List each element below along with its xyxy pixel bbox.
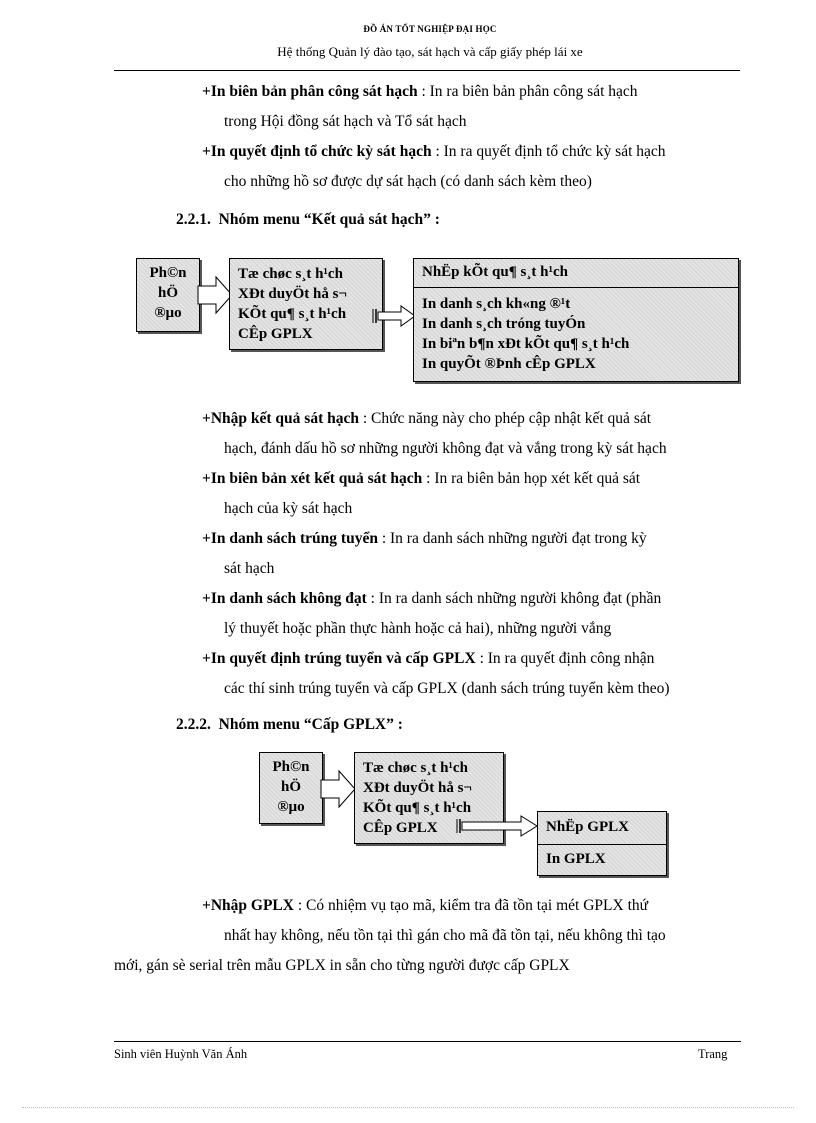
s2-item-1-line2: nhất hay không, nếu tồn tại thì gán cho mã đã tồn tại, nếu không thì tạo — [224, 927, 666, 944]
menu-diagram1-left-box: Ph©n hÖ ®µo — [136, 258, 200, 332]
menu-diagram1-middle-box — [229, 258, 383, 350]
menu-item-to-chuc: Tæ chøc s¸t h¹ch — [238, 266, 343, 282]
header-rule — [114, 70, 740, 71]
section-2-2-2-heading — [176, 716, 403, 734]
menu-item-xet-duyet: XÐt duyÖt hå s¬ — [363, 780, 472, 796]
menu-item-cap-gplx: CÊp GPLX — [238, 326, 313, 342]
s1-item-3-line2: sát hạch — [224, 560, 275, 577]
menu-diagram2-right-box — [537, 811, 667, 876]
header-title: ĐỒ ÁN TỐT NGHIỆP ĐẠI HỌC — [363, 24, 497, 34]
s1-item-4-line1: +In danh sách không đạt : In ra danh sách những người không đạt (phần — [202, 590, 662, 607]
s1-item-5-line1: +In quyết định trúng tuyển và cấp GPLX : In ra quyết định công nhận — [202, 650, 655, 667]
menu-diagram2-left-box: Ph©n hÖ ®µo — [259, 752, 323, 824]
menu-item-to-chuc: Tæ chøc s¸t h¹ch — [363, 760, 468, 776]
footer-rule — [114, 1041, 741, 1042]
submenu-item: NhËp GPLX — [538, 812, 666, 845]
s2-item-1-line1: +Nhập GPLX : Có nhiệm vụ tạo mã, kiểm tra đã tồn tại mét GPLX thứ — [202, 897, 649, 914]
intro-item-1-line2: trong Hội đồng sát hạch và Tổ sát hạch — [224, 113, 467, 130]
intro-item-2-line1: +In quyết định tổ chức kỳ sát hạch : In ra quyết định tổ chức kỳ sát hạch — [202, 143, 666, 160]
section-title: Nhóm menu “Cấp GPLX” : — [218, 716, 403, 733]
header-subtitle: Hệ thống Quản lý đào tạo, sát hạch và cấp giấy phép lái xe — [277, 44, 583, 59]
s1-item-1-line1: +Nhập kết quả sát hạch : Chức năng này cho phép cập nhật kết quả sát — [202, 410, 652, 427]
arrow-right-icon — [321, 770, 357, 808]
intro-item-2-line2: cho những hồ sơ được dự sát hạch (có danh sách kèm theo) — [224, 173, 592, 190]
menu-item-xet-duyet: XÐt duyÖt hå s¬ — [238, 286, 347, 302]
submenu-item: In danh s¸ch kh«ng ®¹t — [422, 296, 571, 312]
section-title: Nhóm menu “Kết quả sát hạch” : — [218, 211, 440, 228]
arrow-right-icon — [455, 815, 541, 837]
footer-student: Sinh viên Huỳnh Văn Ánh — [114, 1047, 248, 1061]
menu-diagram1-right-box — [413, 258, 739, 382]
submenu-item: In biªn b¶n xÐt kÕt qu¶ s¸t h¹ch — [422, 336, 630, 352]
s1-item-4-line2: lý thuyết hoặc phần thực hành hoặc cả hai), những người vắng — [224, 620, 612, 637]
footer-page-label: Trang — [698, 1047, 728, 1061]
submenu-item: In quyÕt ®Þnh cÊp GPLX — [422, 356, 596, 372]
s1-item-2-line2: hạch của kỳ sát hạch — [224, 500, 353, 517]
s1-item-5-line2: các thí sinh trúng tuyển và cấp GPLX (danh sách trúng tuyển kèm theo) — [224, 680, 670, 697]
s1-item-2-line1: +In biên bản xét kết quả sát hạch : In ra biên bản họp xét kết quả sát — [202, 470, 641, 487]
section-number: 2.2.2. — [176, 716, 211, 733]
page-edge-divider — [22, 1107, 794, 1108]
submenu-item: In danh s¸ch tróng tuyÓn — [422, 316, 586, 332]
menu-item-cap-gplx: CÊp GPLX — [363, 820, 438, 836]
arrow-right-icon — [371, 305, 417, 327]
s2-item-1-line3: mới, gán sè serial trên mẫu GPLX in sẵn cho từng người được cấp GPLX — [114, 957, 570, 974]
submenu-title: NhËp kÕt qu¶ s¸t h¹ch — [414, 259, 738, 288]
section-number: 2.2.1. — [176, 211, 211, 228]
submenu-item: In GPLX — [546, 851, 606, 867]
s1-item-3-line1: +In danh sách trúng tuyển : In ra danh sách những người đạt trong kỳ — [202, 530, 647, 547]
intro-item-1-line1: +In biên bản phân công sát hạch : In ra biên bản phân công sát hạch — [202, 83, 638, 100]
menu-item-ket-qua: KÕt qu¶ s¸t h¹ch — [238, 306, 347, 322]
menu-item-ket-qua: KÕt qu¶ s¸t h¹ch — [363, 800, 472, 816]
section-2-2-1-heading — [176, 211, 440, 229]
s1-item-1-line2: hạch, đánh dấu hồ sơ những người không đạt và vắng trong kỳ sát hạch — [224, 440, 667, 457]
